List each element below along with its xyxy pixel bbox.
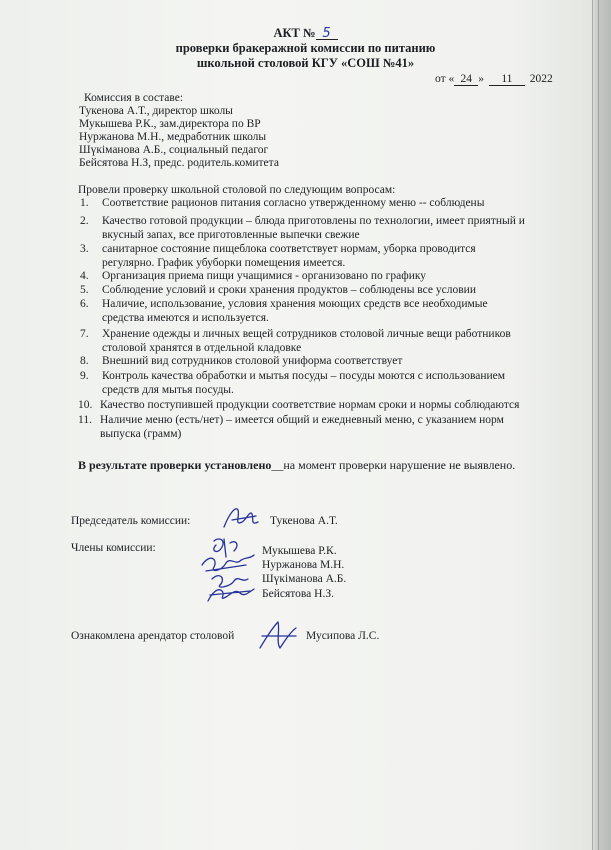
folder-edge <box>592 0 611 850</box>
chair-signature <box>220 502 264 532</box>
member-name: Шүкіманова А.Б. <box>262 573 347 585</box>
act-subtitle-line2: школьной столовой КГУ «СОШ №41» <box>196 56 415 70</box>
tenant-signature <box>256 618 300 654</box>
act-date: от « 24 » 11 2022 <box>435 73 553 85</box>
member-name: Нуржанова М.Н. <box>262 559 345 571</box>
chair-name: Тукенова А.Т. <box>270 515 338 527</box>
chair-label: Председатель комиссии: <box>71 515 191 527</box>
tenant-name: Мусипова Л.С. <box>306 630 380 642</box>
act-title: АКТ № 5 <box>0 27 611 40</box>
members-signatures <box>196 535 262 607</box>
commission-member: Тукенова А.Т., директор школы <box>79 105 233 117</box>
commission-member: Шүкіманова А.Б., социальный педагог <box>79 144 269 156</box>
commission-member: Мукышева Р.К., зам.директора по ВР <box>79 118 261 130</box>
commission-heading: Комиссия в составе: <box>84 92 184 104</box>
inspection-result: В результате проверки установлено__на момент проверки нарушение не выявлено. <box>78 458 516 472</box>
commission-member: Нуржанова М.Н., медработник школы <box>79 131 267 143</box>
commission-member: Бейсятова Н.З, предс. родитель.комитета <box>79 157 279 169</box>
checks-intro: Провели проверку школьной столовой по следующим вопросам: <box>78 184 396 196</box>
act-number-handwritten: 5 <box>316 28 338 40</box>
tenant-label: Ознакомлена арендатор столовой <box>71 630 235 642</box>
member-name: Бейсятова Н.З. <box>262 588 334 600</box>
member-name: Мукышева Р.К. <box>262 545 337 557</box>
members-label: Члены комиссии: <box>71 542 156 554</box>
act-subtitle-line1: проверки бракеражной комиссии по питанию <box>175 41 436 55</box>
